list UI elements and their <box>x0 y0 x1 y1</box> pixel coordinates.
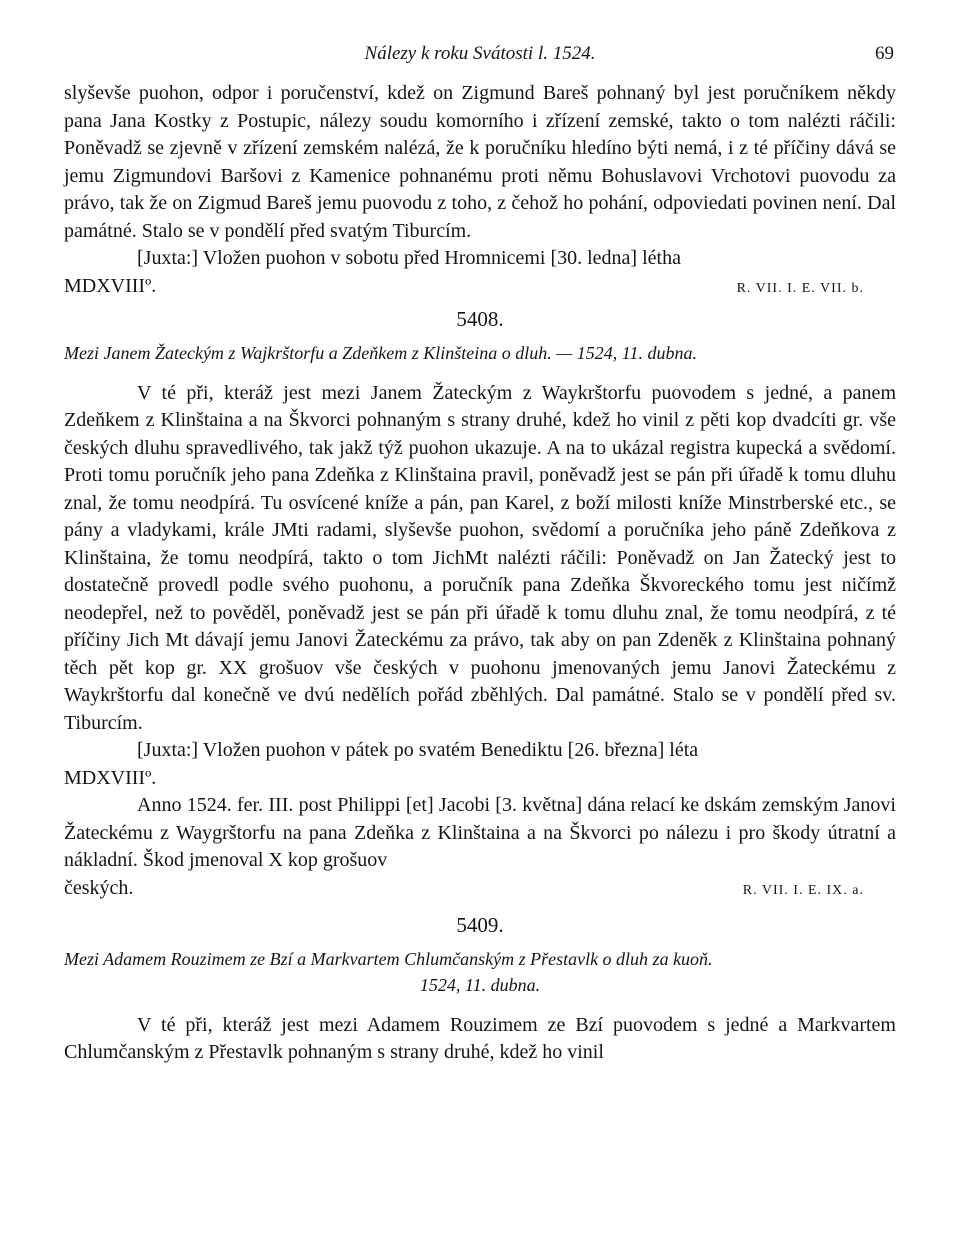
entry-5409-paragraph: V té při, kteráž jest mezi Adamem Rouzimem ze Bzí puovodem s jedné a Markvartem Chlumčanským z Přestavlk pohnaným s strany druhé, kdež ho vinil <box>64 1013 896 1063</box>
entry-prev-continuation <box>64 80 896 300</box>
entry-5408-juxta-end: MDXVIIIº. <box>64 766 157 789</box>
entry-5408-juxta: [Juxta:] Vložen puohon v pátek po svatém Benediktu [26. března] léta <box>137 739 699 761</box>
entry-5409-regest-line2: 1524, 11. dubna. <box>419 974 541 995</box>
entry-5409-regest <box>64 946 896 998</box>
entry-5409-number: 5409. <box>456 913 504 937</box>
entry-5408-relatio-end-line <box>64 875 896 903</box>
entry-5409 <box>64 912 896 1067</box>
entry-5408-signature: R. VII. I. E. IX. a. <box>742 882 864 898</box>
entry-5408-number: 5408. <box>456 307 504 331</box>
entry-5408-paragraph: V té při, kteráž jest mezi Janem Žateckým z Waykrštorfu puovodem s jedné, a panem Zdeňkem z Klinštaina a na Škvorci pohnaným s strany druhé, kdež ho vinil z pěti kop dvadcíti gr. vše českých dluhu spravedlivého, tak jakž týž puohon ukazuje. A na to ukázal registra kupecká a svědomí. Proti tomu poručník jeho pana Zdeňka z Klinštaina pravil, poněvadž jest se pán při úřadě k tomu dluhu znal, že tomu neodpírá. Tu osvícené kníže a pán, pan Karel, z boží milosti kníže Minstrberské etc., se pány a vladykami, krále JMti radami, slyševše puohon, svědomí a poručníka jeho páně Zdeňkova z Klinštaina, že tomu neodpírá, takto o tom JichMt nalézti ráčili: Poněvadž on Jan Žatecký jest to dostatečně provedl podle svého puohonu, a poručník pana Zdeňka Škvoreckého tomu jest ničímž neodepřel, než to pověděl, poněvadž jest se pán při úřadě k tomu dluhu znal, že tomu neodpírá, z té příčiny Jich Mt dávají jemu Janovi Žateckému za právo, tak aby on pan Zdeněk z Klinštaina pohnaný těch pět kop gr. XX grošuov vše českých v puohonu jmenovaných jemu Janovi Žateckému z Waykrštorfu dal konečně ve dvú nedělích pořád zběhlých. Dal památné. Stalo se v pondělí před sv. Tiburcím. <box>64 381 896 734</box>
page-header <box>64 36 896 80</box>
entry-prev-juxta-end-line <box>64 273 896 301</box>
entry-5408-relatio-end: českých. <box>64 876 134 899</box>
entry-prev-juxta: [Juxta:] Vložen puohon v sobotu před Hromnicemi [30. ledna] létha <box>137 247 681 269</box>
page-number: 69 <box>875 43 894 64</box>
entry-5409-regest-line1: Mezi Adamem Rouzimem ze Bzí a Markvartem Chlumčanským z Přestavlk o dluh za kuoň. <box>64 948 713 969</box>
entry-5408 <box>64 306 896 902</box>
entry-5408-regest: Mezi Janem Žateckým z Wajkrštorfu a Zdeňkem z Klinšteina o dluh. — 1524, 11. dubna. <box>64 342 697 363</box>
entry-prev-signature: R. VII. I. E. VII. b. <box>736 280 864 296</box>
running-title: Nálezy k roku Svátosti l. 1524. <box>364 43 596 64</box>
entry-prev-paragraph: slyševše puohon, odpor i poručenství, kdež on Zigmund Bareš pohnaný byl jest poručníkem někdy pana Jana Kostky z Postupic, nálezy soudu komorního i zřízení zemské, takto o tom nalézti ráčili: Poněvadž se zjevně v zřízení zemském nalézá, že k poručníku hledíno býti nemá, i z té příčiny dává se jemu Zigmundovi Baršovi z Kamenice pohnanému proti němu Bohuslavovi Vrchotovi puovodu za právo, tak že on Zigmud Bareš jemu puovodu z toho, z čehož ho pohání, odpoviedati povinen není. Dal památné. Stalo se v pondělí před svatým Tiburcím. <box>64 82 896 242</box>
entry-5408-relatio: Anno 1524. fer. III. post Philippi [et] Jacobi [3. května] dána relací ke dskám zemským Janovi Žateckému z Waygrštorfu na pana Zdeňka z Klinštaina a na Škvorci po nálezu i pro škody útratní a nákladní. Škod jmenoval X kop grošuov <box>64 794 896 871</box>
entry-prev-juxta-end: MDXVIIIº. <box>64 274 157 297</box>
